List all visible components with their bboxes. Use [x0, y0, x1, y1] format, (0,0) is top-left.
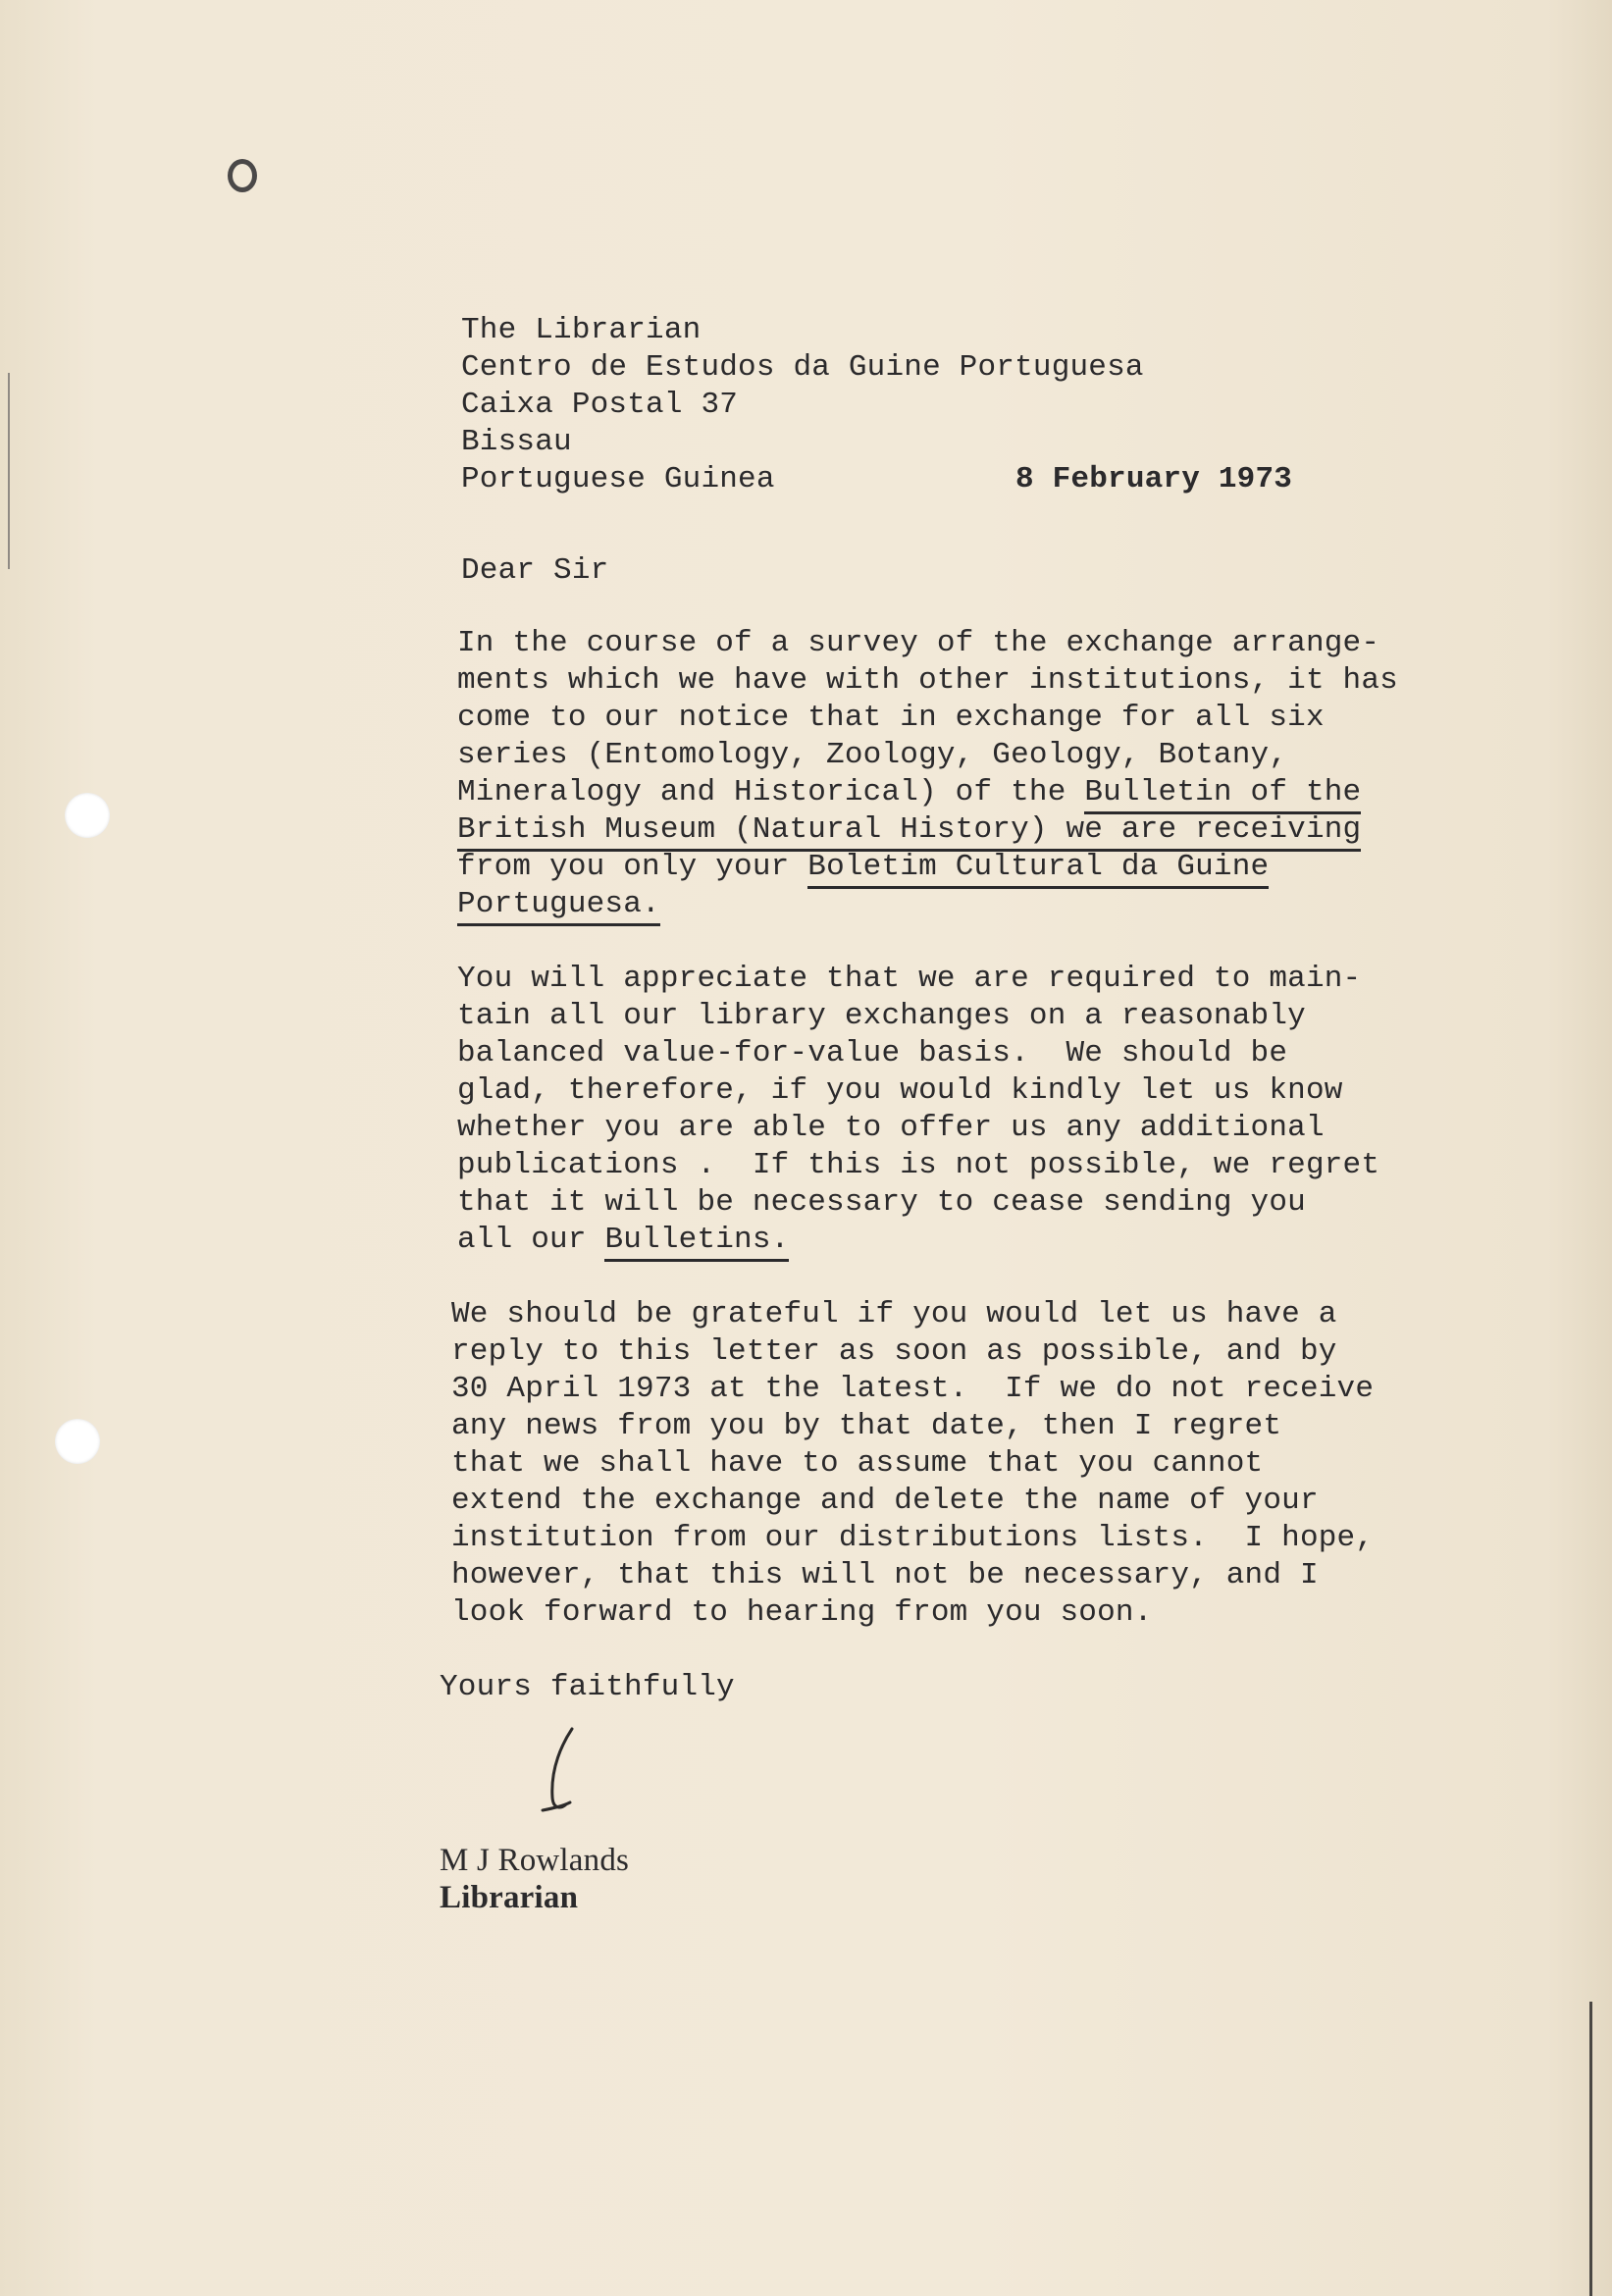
- paragraph-line: extend the exchange and delete the name of your: [451, 1484, 1319, 1518]
- page-edge-mark: [1589, 2002, 1592, 2296]
- bulletin-title: Bulletin of the: [1084, 775, 1361, 814]
- ring-mark-icon: [228, 159, 257, 192]
- paragraph-2: [457, 961, 1380, 1259]
- paragraph-text: from you only your: [457, 850, 808, 884]
- address-line: The Librarian: [461, 313, 702, 347]
- signature-block: [440, 1669, 1364, 1916]
- paragraph-line: however, that this will not be necessary, and I: [451, 1558, 1319, 1592]
- handwritten-signature: [533, 1724, 592, 1822]
- paragraph-line: any news from you by that date, then I regret: [451, 1409, 1282, 1443]
- paragraph-line: that it will be necessary to cease sending you: [457, 1185, 1306, 1220]
- address-line: Centro de Estudos da Guine Portuguesa: [461, 350, 1144, 385]
- paragraph-line: ments which we have with other institutions, it has: [457, 663, 1398, 698]
- paragraph-line: [457, 1222, 1364, 1259]
- letter-body: [440, 312, 1398, 1916]
- paragraph-line: [457, 774, 1364, 811]
- paragraph-line: [457, 886, 1364, 923]
- paragraph-line: whether you are able to offer us any additional: [457, 1111, 1325, 1145]
- paragraph-text: Mineralogy and Historical) of the: [457, 775, 1085, 809]
- paragraph-text: all our: [457, 1223, 605, 1257]
- paragraph-1: [457, 625, 1398, 923]
- paragraph-line: [457, 849, 1364, 886]
- punch-hole: [65, 793, 110, 838]
- address-line: Portuguese Guinea: [461, 462, 775, 496]
- paragraph-line: We should be grateful if you would let us have a: [451, 1297, 1337, 1331]
- paragraph-text: we are receiving: [1048, 812, 1362, 852]
- paragraph-line: glad, therefore, if you would kindly let us know: [457, 1073, 1343, 1108]
- paragraph-line: In the course of a survey of the exchange arrange-: [457, 626, 1380, 660]
- signatory-name: M J Rowlands: [440, 1843, 630, 1878]
- boletim-title: Boletim Cultural da Guine: [807, 850, 1269, 889]
- paragraph-line: look forward to hearing from you soon.: [451, 1595, 1153, 1630]
- paragraph-line: institution from our distributions lists. I hope,: [451, 1521, 1375, 1555]
- paragraph-line: reply to this letter as soon as possible, and by: [451, 1334, 1337, 1369]
- salutation: Dear Sir: [461, 553, 609, 588]
- paragraph-line: You will appreciate that we are required to main-: [457, 962, 1362, 996]
- boletim-title: Portuguesa.: [457, 887, 660, 926]
- address-line: Bissau: [461, 425, 572, 459]
- paragraph-3: [451, 1296, 1375, 1632]
- punch-hole: [55, 1419, 100, 1464]
- paragraph-line: come to our notice that in exchange for all six: [457, 701, 1325, 735]
- paragraph-line: 30 April 1973 at the latest. If we do not receive: [451, 1372, 1375, 1406]
- page-edge-mark: [8, 373, 10, 569]
- paragraph-line: balanced value-for-value basis. We should be: [457, 1036, 1288, 1070]
- bulletins-title: Bulletins.: [604, 1223, 789, 1262]
- address-line: Caixa Postal 37: [461, 388, 739, 422]
- closing: Yours faithfully: [440, 1670, 735, 1704]
- paragraph-line: that we shall have to assume that you cannot: [451, 1446, 1264, 1481]
- address-date-row: [461, 461, 1364, 498]
- signatory-title: Librarian: [440, 1880, 579, 1915]
- paragraph-line: series (Entomology, Zoology, Geology, Botany,: [457, 738, 1288, 772]
- paragraph-line: tain all our library exchanges on a reasonably: [457, 999, 1306, 1033]
- paragraph-line: [457, 811, 1364, 849]
- paragraph-line: publications . If this is not possible, we regret: [457, 1148, 1380, 1182]
- letter-date: 8 February 1973: [1015, 462, 1293, 496]
- bulletin-title: British Museum (Natural History): [457, 812, 1048, 852]
- recipient-address: [461, 312, 1364, 498]
